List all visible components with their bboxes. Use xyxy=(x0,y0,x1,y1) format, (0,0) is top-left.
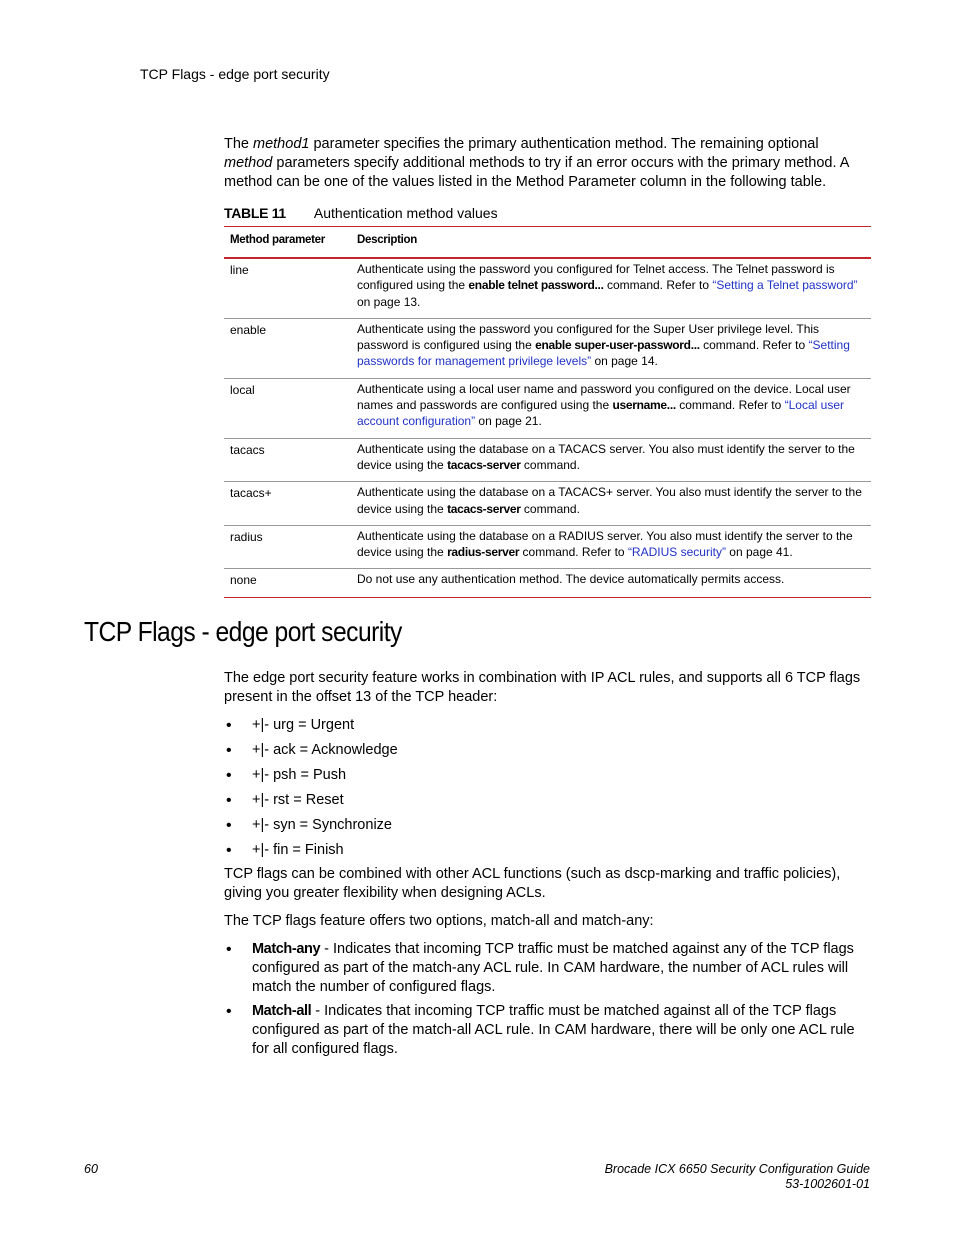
method-cell: enable xyxy=(224,318,351,378)
method-cell: local xyxy=(224,378,351,438)
description-cell xyxy=(351,378,871,438)
cross-reference-link[interactable]: “Local user account configuration” xyxy=(357,398,844,429)
table-row xyxy=(224,258,871,318)
table-row xyxy=(224,438,871,482)
acl-combination-paragraph: TCP flags can be combined with other ACL functions (such as dscp-marking and traffic policies), giving you greater flexibility when designing ACLs. xyxy=(224,866,841,901)
match-option-list xyxy=(226,940,870,1064)
description-text: Authenticate using a local user name and password you configured on the device. Local user names and passwords are configured using the xyxy=(357,381,851,413)
table-number: TABLE 11 xyxy=(224,205,286,221)
cross-reference-link[interactable]: “Setting a Telnet password” xyxy=(712,278,858,293)
running-header: TCP Flags - edge port security xyxy=(140,66,330,82)
tcp-flag-item: • +|- syn = Synchronize xyxy=(226,816,398,841)
method-cell: none xyxy=(224,569,351,597)
description-text: command. Refer to xyxy=(603,278,713,293)
options-intro-paragraph: The TCP flags feature offers two options, match-all and match-any: xyxy=(224,913,654,929)
authentication-method-table xyxy=(224,226,871,598)
description-cell xyxy=(351,258,871,318)
column-header-description: Description xyxy=(351,227,871,259)
command-keyword: tacacs-server xyxy=(447,501,521,516)
description-text: on page 14. xyxy=(591,354,658,369)
command-keyword: enable super-user-password... xyxy=(535,338,700,353)
option-description: - Indicates that incoming TCP traffic must be matched against any of the TCP flags configured as part of the match-any ACL rule. In CAM hardware, the number of ACL rules will match the number of configured flags. xyxy=(252,941,854,995)
column-header-method: Method parameter xyxy=(224,227,351,259)
description-text: on page 13. xyxy=(357,294,421,309)
method-cell: line xyxy=(224,258,351,318)
description-cell xyxy=(351,482,871,526)
section-intro-paragraph: The edge port security feature works in combination with IP ACL rules, and supports all 6 TCP flags present in the offset 13 of the TCP header: xyxy=(224,670,861,705)
cross-reference-link[interactable]: “Setting passwords for management privilege levels” xyxy=(357,338,850,369)
option-description: - Indicates that incoming TCP traffic must be matched against all of the TCP flags configured as part of the match-all ACL rule. In CAM hardware, there will be only one ACL rule for all configured flags. xyxy=(252,1003,855,1057)
description-cell xyxy=(351,525,871,569)
table-row xyxy=(224,318,871,378)
cross-reference-link[interactable]: “RADIUS security” xyxy=(627,545,726,560)
section-heading: TCP Flags - edge port security xyxy=(84,616,402,647)
method-cell: radius xyxy=(224,525,351,569)
description-text: command. Refer to xyxy=(699,338,809,353)
tcp-flag-item: • +|- ack = Acknowledge xyxy=(226,741,398,766)
command-keyword: username... xyxy=(612,398,676,413)
description-text: Do not use any authentication method. The device automatically permits access. xyxy=(357,572,785,587)
description-text: Authenticate using the database on a TACACS server. You also must identify the server to the device using the xyxy=(357,441,855,472)
description-cell xyxy=(351,438,871,482)
command-keyword: tacacs-server xyxy=(447,457,521,472)
description-text: Authenticate using the password you configured for the Super User privilege level. This password is configured using the xyxy=(357,321,820,353)
intro-paragraph: The method1 parameter specifies the primary authentication method. The remaining optional method parameters specify additional methods to try if an error occurs with the primary method. A method can be one of the values listed in the Method Parameter column in the following table. xyxy=(224,136,849,190)
table-caption xyxy=(224,205,498,221)
description-text: Authenticate using the database on a TACACS+ server. You also must identify the server to the device using the xyxy=(357,485,862,516)
table-title: Authentication method values xyxy=(313,205,498,221)
match-option-item xyxy=(226,1002,870,1059)
description-text: command. Refer to xyxy=(675,398,785,413)
option-term: Match-any xyxy=(252,941,321,957)
description-text: command. Refer to xyxy=(519,545,628,560)
command-keyword: radius-server xyxy=(447,545,520,560)
option-term: Match-all xyxy=(252,1003,312,1019)
table-row xyxy=(224,525,871,569)
guide-title: Brocade ICX 6650 Security Configuration Guide xyxy=(604,1162,870,1176)
description-text: command. xyxy=(520,501,580,516)
match-option-item xyxy=(226,940,870,997)
method-cell: tacacs+ xyxy=(224,482,351,526)
table-row xyxy=(224,378,871,438)
table-row xyxy=(224,482,871,526)
description-text: on page 41. xyxy=(725,545,793,560)
description-text: command. xyxy=(520,457,580,472)
description-text: Authenticate using the password you configured for Telnet access. The Telnet password is configured using the xyxy=(357,262,835,293)
tcp-flag-item: • +|- urg = Urgent xyxy=(226,716,398,741)
tcp-flag-item: • +|- fin = Finish xyxy=(226,841,398,866)
description-cell xyxy=(351,318,871,378)
method-cell: tacacs xyxy=(224,438,351,482)
description-cell xyxy=(351,569,871,597)
tcp-flag-item: • +|- psh = Push xyxy=(226,766,398,791)
tcp-flag-list xyxy=(226,716,398,866)
command-keyword: enable telnet password... xyxy=(468,278,604,293)
document-number: 53-1002601-01 xyxy=(785,1177,870,1191)
table-header-row xyxy=(224,227,871,259)
tcp-flag-item: • +|- rst = Reset xyxy=(226,791,398,816)
footer-guide-info xyxy=(605,1162,870,1192)
description-text: on page 21. xyxy=(475,414,542,429)
table-row xyxy=(224,569,871,597)
description-text: Authenticate using the database on a RADIUS server. You also must identify the server to the device using the xyxy=(357,528,853,560)
page-number: 60 xyxy=(84,1162,98,1176)
